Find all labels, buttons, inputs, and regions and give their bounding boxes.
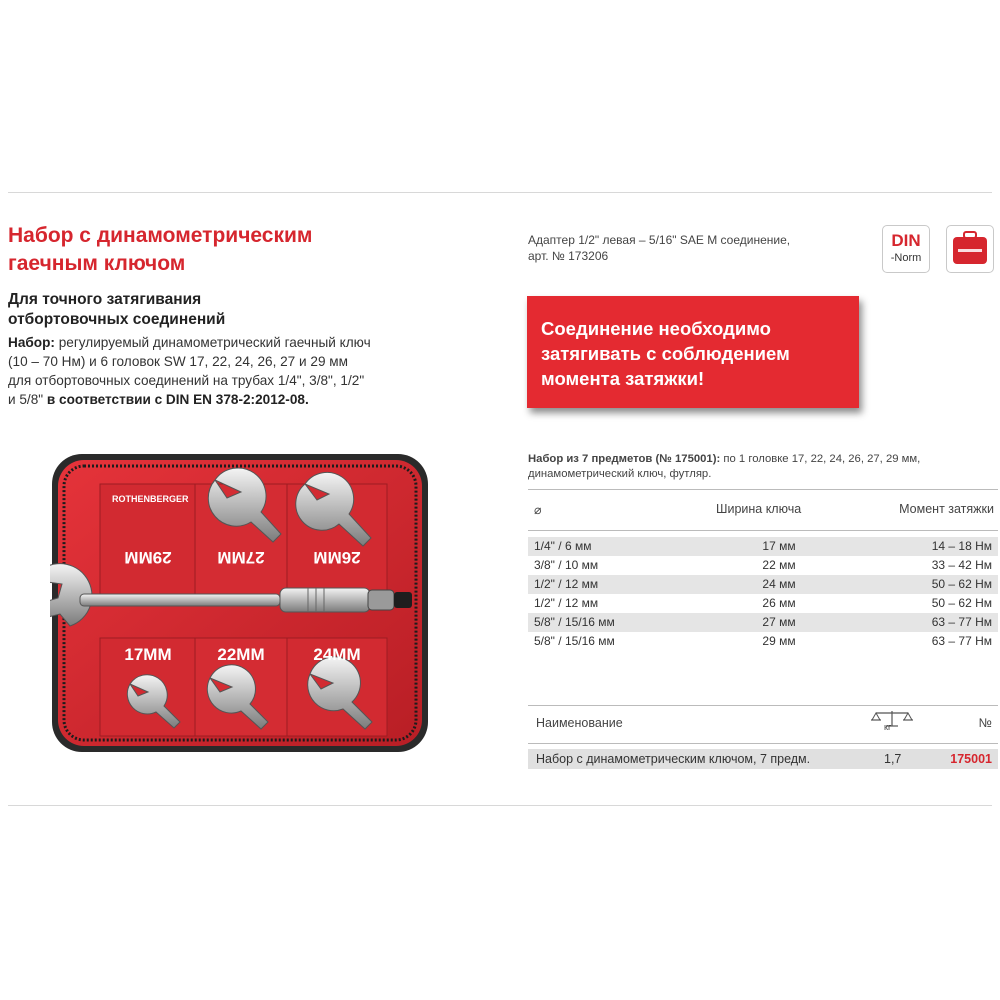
desc-text: и 5/8" xyxy=(8,392,44,407)
table-row xyxy=(528,575,998,594)
subtitle-line: Для точного затягивания xyxy=(8,291,202,308)
wrench-set-illustration xyxy=(50,452,430,754)
set-contents xyxy=(528,452,998,482)
case-icon xyxy=(947,226,993,272)
din-label: DIN xyxy=(891,231,921,250)
scale-icon xyxy=(870,708,914,730)
order-number: 175001 xyxy=(950,752,992,766)
cell-torque: 63 – 77 Нм xyxy=(931,615,992,629)
col-header-name: Наименование xyxy=(536,716,623,730)
norm-label: -Norm xyxy=(890,252,922,264)
desc-text: для отбортовочных соединений на трубах 1/4", 3/8", 1/2" xyxy=(8,373,365,388)
cell-diameter: 5/8" / 15/16 мм xyxy=(534,634,615,648)
cell-torque: 50 – 62 Нм xyxy=(931,596,992,610)
cell-width: 22 мм xyxy=(762,558,796,572)
cell-diameter: 5/8" / 15/16 мм xyxy=(534,615,615,629)
brand-label: ROTHENBERGER xyxy=(112,494,189,504)
cell-width: 26 мм xyxy=(762,596,796,610)
order-row xyxy=(528,749,998,769)
col-header-torque: Момент затяжки xyxy=(899,502,994,516)
desc-label: Набор: xyxy=(8,335,55,350)
set-divider xyxy=(528,489,998,490)
subtitle-line: отбортовочных соединений xyxy=(8,311,226,328)
title-line: Набор с динамометрическим xyxy=(8,224,313,247)
cell-diameter: 3/8" / 10 мм xyxy=(534,558,599,572)
table-row xyxy=(528,613,998,632)
cell-torque: 63 – 77 Нм xyxy=(931,634,992,648)
col-header-number: № xyxy=(978,716,992,730)
banner-line: затягивать с соблюдением xyxy=(541,343,790,364)
top-divider xyxy=(8,192,992,193)
size-label: 29MM xyxy=(124,548,172,567)
banner-line: момента затяжки! xyxy=(541,368,705,389)
adapter-note xyxy=(528,232,848,264)
desc-standard: в соответствии с DIN EN 378-2:2012-08. xyxy=(43,392,309,407)
size-label: 17MM xyxy=(124,645,172,664)
set-heading: Набор из 7 предметов (№ 175001): xyxy=(528,453,721,465)
set-text: по 1 головке 17, 22, 24, 26, 27, 29 мм, xyxy=(720,453,921,465)
din-norm-badge xyxy=(882,225,930,273)
product-subtitle xyxy=(8,290,488,330)
adapter-line: Адаптер 1/2" левая – 5/16" SAE M соединение, xyxy=(528,233,791,247)
desc-text: (10 – 70 Нм) и 6 головок SW 17, 22, 24, 26, 27 и 29 мм xyxy=(8,354,348,369)
order-header-divider xyxy=(528,743,998,744)
desc-text: регулируемый динамометрический гаечный ключ xyxy=(54,335,371,350)
cell-width: 17 мм xyxy=(762,539,796,553)
order-top-divider xyxy=(528,705,998,706)
cell-width: 24 мм xyxy=(762,577,796,591)
cell-diameter: 1/2" / 12 мм xyxy=(534,596,599,610)
col-header-diameter: ⌀ xyxy=(534,503,542,517)
adapter-article: арт. № 173206 xyxy=(528,249,609,263)
cell-torque: 33 – 42 Нм xyxy=(931,558,992,572)
size-label: 22MM xyxy=(217,645,265,664)
product-description xyxy=(8,333,488,409)
warning-banner xyxy=(527,296,859,408)
order-name: Набор с динамометрическим ключом, 7 предм. xyxy=(536,752,811,766)
table-row xyxy=(528,556,998,575)
cell-width: 27 мм xyxy=(762,615,796,629)
cell-torque: 14 – 18 Нм xyxy=(931,539,992,553)
order-weight: 1,7 xyxy=(884,752,902,766)
table-row xyxy=(528,537,998,556)
table-row xyxy=(528,594,998,613)
spec-header-divider xyxy=(528,530,998,531)
bottom-divider xyxy=(8,805,992,806)
size-label: 27MM xyxy=(217,548,265,567)
weight-unit: кг xyxy=(884,722,892,732)
cell-diameter: 1/4" / 6 мм xyxy=(534,539,592,553)
product-photo xyxy=(50,452,430,754)
banner-line: Соединение необходимо xyxy=(541,318,771,339)
title-line: гаечным ключом xyxy=(8,252,186,275)
product-title xyxy=(8,222,508,278)
set-text: динамометрический ключ, футляр. xyxy=(528,468,712,480)
table-row xyxy=(528,632,998,651)
case-badge xyxy=(946,225,994,273)
size-label: 24MM xyxy=(313,645,361,664)
size-label: 26MM xyxy=(313,548,361,567)
cell-torque: 50 – 62 Нм xyxy=(931,577,992,591)
weight-header xyxy=(870,708,914,738)
cell-width: 29 мм xyxy=(762,634,796,648)
col-header-width: Ширина ключа xyxy=(716,502,802,516)
cell-diameter: 1/2" / 12 мм xyxy=(534,577,599,591)
